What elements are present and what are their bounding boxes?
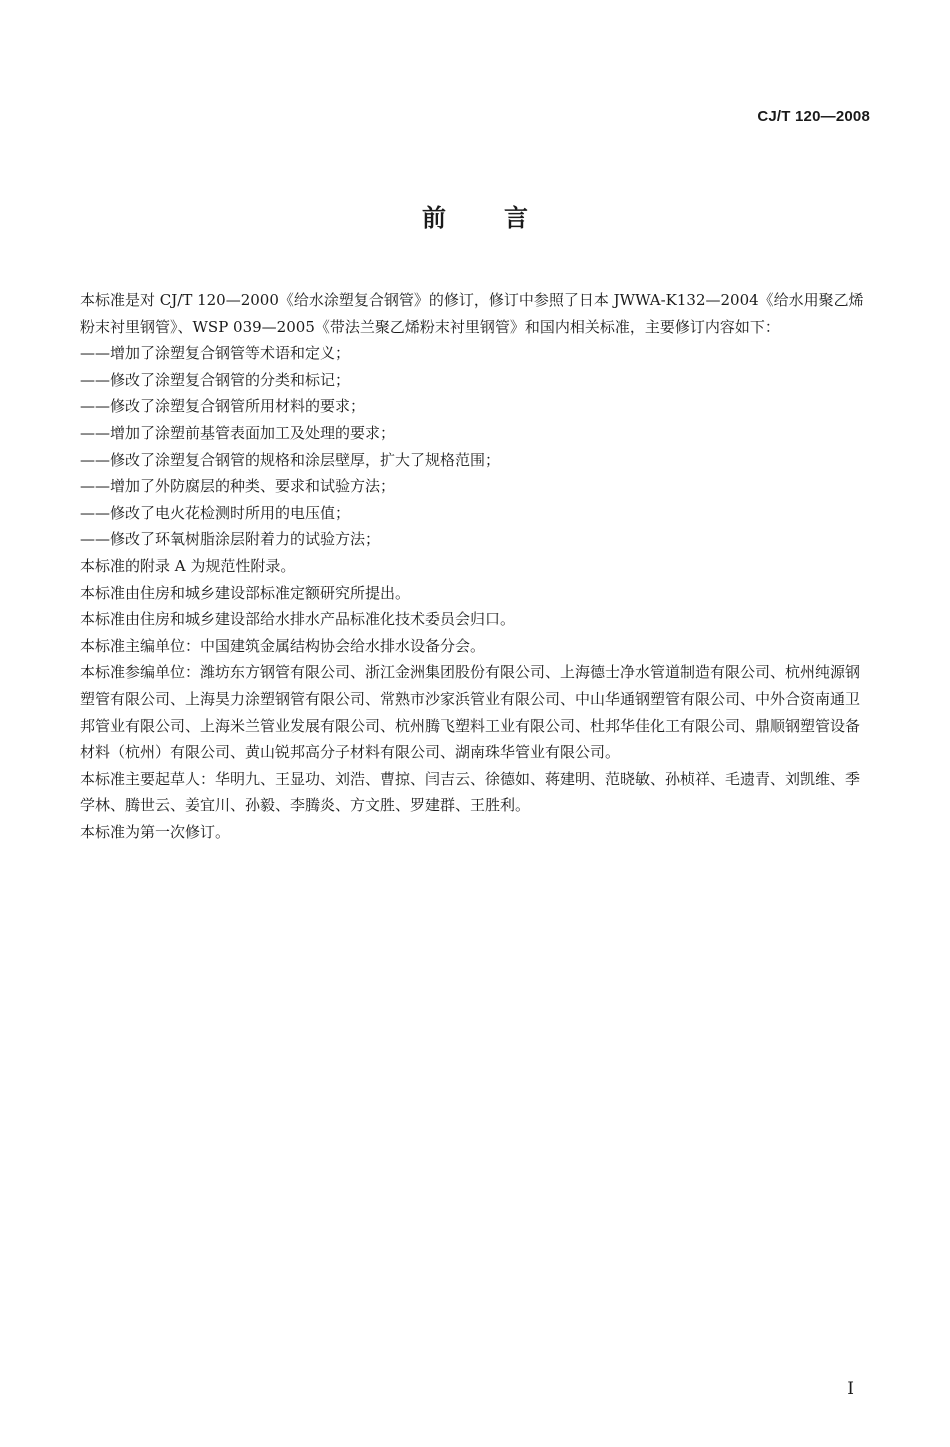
revision-item: ——修改了环氧树脂涂层附着力的试验方法； [80, 530, 381, 549]
proposer-statement: 本标准由住房和城乡建设部标准定额研究所提出。 [80, 583, 411, 602]
drafters-statement: 本标准主要起草人：华明九、王显功、刘浩、曹掠、闫吉云、徐德如、蒋建明、范晓敏、孙桢祥、毛遗青、刘凯维、季学林、腾世云、姜宜川、孙毅、李腾炎、方文胜、罗建群、王胜利。 [80, 769, 861, 815]
document-code: CJ/T 120—2008 [757, 108, 870, 125]
committee-statement: 本标准由住房和城乡建设部给水排水产品标准化技术委员会归口。 [80, 610, 516, 629]
revision-item: ——修改了电火花检测时所用的电压值； [80, 503, 351, 522]
revision-item: ——增加了外防腐层的种类、要求和试验方法； [80, 477, 396, 496]
body-text [80, 287, 870, 845]
participants-statement: 本标准参编单位：潍坊东方钢管有限公司、浙江金洲集团股份有限公司、上海德士净水管道制造有限公司、杭州纯源钢塑管有限公司、上海昊力涂塑钢管有限公司、常熟市沙家浜管业有限公司、中山华通钢塑管有限公司、中外合资南通卫邦管业有限公司、上海米兰管业发展有限公司、杭州腾飞塑料工业有限公司、杜邦华佳化工有限公司、鼎顺钢塑管设备材料（杭州）有限公司、黄山锐邦高分子材料有限公司、湖南珠华管业有限公司。 [80, 663, 861, 762]
appendix-statement: 本标准的附录 A 为规范性附录。 [80, 556, 296, 575]
revision-count-statement: 本标准为第一次修订。 [80, 822, 231, 841]
intro-paragraph: 本标准是对 CJ/T 120—2000《给水涂塑复合钢管》的修订，修订中参照了日本 JWWA-K132—2004《给水用聚乙烯粉末衬里钢管》、WSP 039—2005《带法兰聚乙烯粉末衬里钢管》和国内相关标准，主要修订内容如下： [80, 291, 864, 336]
chief-editor-statement: 本标准主编单位：中国建筑金属结构协会给水排水设备分会。 [80, 636, 486, 655]
page-title: 前言 [422, 204, 586, 232]
revision-item: ——修改了涂塑复合钢管的分类和标记； [80, 370, 351, 389]
revision-item: ——修改了涂塑复合钢管的规格和涂层壁厚，扩大了规格范围； [80, 450, 501, 469]
page-number: I [847, 1379, 854, 1399]
revision-item: ——修改了涂塑复合钢管所用材料的要求； [80, 397, 366, 416]
revision-item: ——增加了涂塑复合钢管等术语和定义； [80, 344, 351, 363]
revision-item: ——增加了涂塑前基管表面加工及处理的要求； [80, 423, 396, 442]
